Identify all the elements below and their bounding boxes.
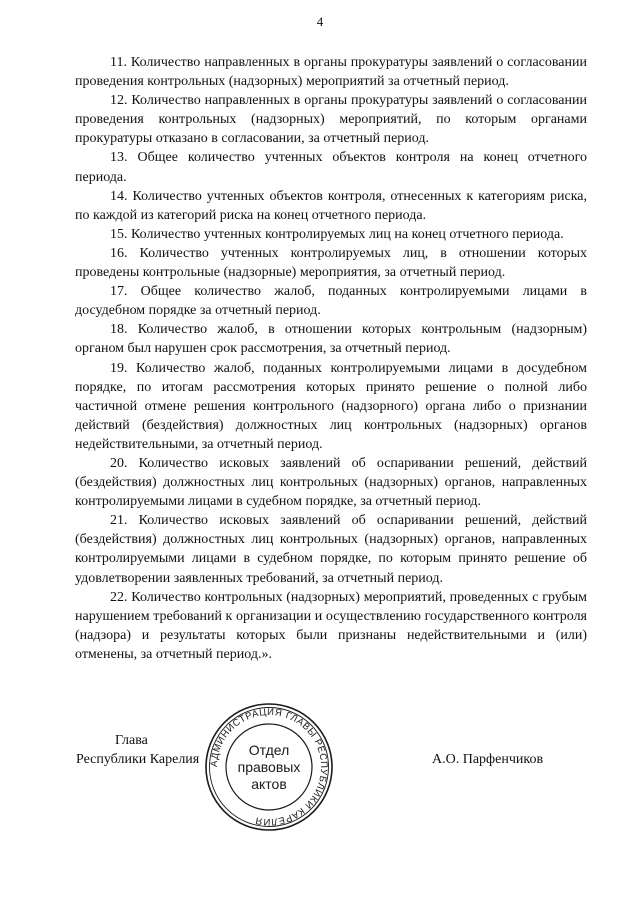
paragraph-item-18: 18. Количество жалоб, в отношении которых контрольным (надзорным) органом был нарушен срок рассмотрения, за отчетный период.: [75, 322, 587, 357]
signatory-name: А.О. Парфенчиков: [432, 752, 544, 767]
signatory-title-line1: Глава: [115, 733, 148, 748]
official-stamp: [203, 701, 335, 833]
paragraph-item-14: 14. Количество учтенных объектов контроля, отнесенных к категориям риска, по каждой из категорий риска на конец отчетного периода.: [75, 188, 587, 223]
paragraph-item-15: 15. Количество учтенных контролируемых лиц на конец отчетного периода.: [110, 226, 564, 242]
paragraph-item-20: 20. Количество исковых заявлений об оспаривании решений, действий (бездействия) должностных лиц контрольных (надзорных) органов, направленных контролируемыми лицами в судебном порядке, за отчетный период.: [75, 455, 587, 510]
stamp-center-line1: Отдел: [248, 742, 290, 758]
paragraph-item-17: 17. Общее количество жалоб, поданных контролируемыми лицами в досудебном порядке за отчетный период.: [75, 284, 587, 319]
document-body: [75, 53, 587, 664]
page-number: 4: [316, 14, 324, 29]
paragraph-item-22: 22. Количество контрольных (надзорных) мероприятий, проведенных с грубым нарушением требований к организации и осуществлению государственного контроля (надзора) и результаты которых были признаны недействительными и (или) отменены, за отчетный период.».: [75, 589, 587, 662]
paragraph-item-11: 11. Количество направленных в органы прокуратуры заявлений о согласовании проведения контрольных (надзорных) мероприятий за отчетный период.: [75, 55, 587, 90]
stamp-center-line2: правовых: [237, 759, 301, 775]
paragraph-item-12: 12. Количество направленных в органы прокуратуры заявлений о согласовании проведения контрольных (надзорных) мероприятий, по которым органами прокуратуры отказано в согласовании, за отчетный период.: [75, 93, 587, 147]
paragraph-item-19: 19. Количество жалоб, поданных контролируемыми лицами в досудебном порядке, по итогам рассмотрения которых принято решение о полной либо частичной отмене решения контрольного (надзорного) органа либо о признании действий (бездействия) должностных лиц контрольных (надзорных) органов недействительными, за отчетный период.: [75, 360, 587, 452]
paragraph-item-16: 16. Количество учтенных контролируемых лиц, в отношении которых проведены контрольные (надзорные) мероприятия, за отчетный период.: [75, 245, 587, 281]
paragraph-item-21: 21. Количество исковых заявлений об оспаривании решений, действий (бездействия) должностных лиц контрольных (надзорных) органов, направленных контролируемыми лицами в судебном порядке, по которым принято решение об удовлетворении заявленных требований, за отчетный период.: [75, 513, 587, 586]
stamp-seal-graphic: [203, 701, 335, 833]
stamp-ring-text: АДМИНИСТРАЦИЯ ГЛАВЫ РЕСПУБЛИКИ КАРЕЛИЯ: [208, 706, 330, 828]
stamp-center-line3: актов: [251, 776, 287, 792]
signatory-title-line2: Республики Карелия: [76, 752, 200, 767]
paragraph-item-13: 13. Общее количество учтенных объектов контроля на конец отчетного периода.: [75, 150, 587, 185]
